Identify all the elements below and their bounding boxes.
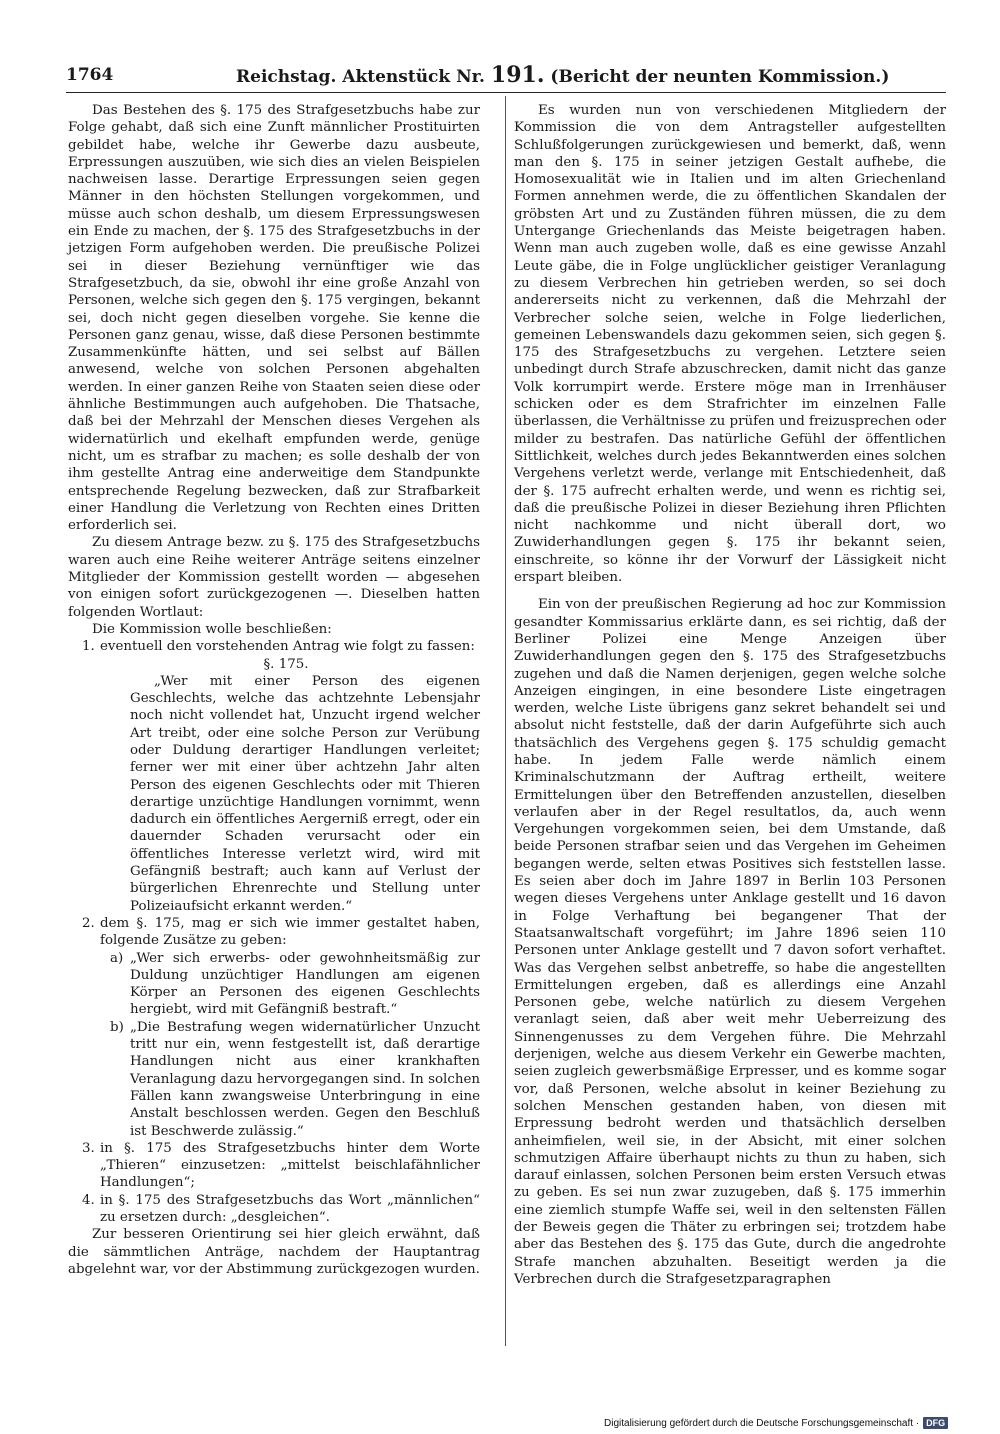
paragraph: Das Bestehen des §. 175 des Strafgesetzbuchs habe zur Folge gehabt, daß sich eine Zunft männlicher Prostituirten gebildet habe, welche ihr Gewerbe dazu ausbeute, Erpressungen auszuüben, wie sich dies an vielen Beispielen nachweisen lasse. Derartige Erpressungen seien gegen Männer in den höchsten Stellungen vorgekommen, und müsse auch schon deshalb, um diesem Erpressungswesen ein Ende zu machen, der §. 175 des Strafgesetzbuchs in der jetzigen Form aufgehoben werden. Die preußische Polizei sei in dieser Beziehung vernünftiger wie das Strafgesetzbuch, da sie, obwohl ihr eine große Anzahl von Personen, welche sich gegen den §. 175 vergingen, bekannt sei, doch nicht gegen dieselben vorgehe. Sie kenne die Personen ganz genau, wisse, daß diese Personen bestimmte Zusammenkünfte hätten, und sei selbst auf Bällen anwesend, welche von solchen Personen abgehalten werden. In einer ganzen Reihe von Staaten seien diese oder ähnliche Bestimmungen auch aufgehoben. Die Thatsache, daß bei der Mehrzahl der Menschen dieses Vergehen als widernatürlich und ekelhaft empfunden werde, genüge nicht, um es strafbar zu machen; es solle deshalb der von ihm gestellte Antrag eine anderweitige dem Standpunkte entsprechende Regelung bezwecken, daß zur Strafbarkeit einer Handlung die Verletzung von Rechten eines Dritten erforderlich sei.	[68, 103, 480, 534]
list-marker: 1.	[82, 639, 95, 655]
list-item	[68, 1192, 480, 1227]
running-head-subtitle: (Bericht der neunten Kommission.)	[544, 67, 890, 87]
paragraph: Es wurden nun von verschiedenen Mitgliedern der Kommission die von dem Antragsteller aufgestellten Schlußfolgerungen zurückgewiesen und bemerkt, daß, wenn man den §. 175 in seiner jetzigen Gestalt aufhebe, die Homosexualität wie in Italien und im alten Griechenland Formen annehmen werde, die zu öffentlichen Skandalen der gröbsten Art und zu Zuständen führen müssen, die zu dem Untergange Griechenlands das Meiste beigetragen haben. Wenn man auch zugeben wolle, daß es eine gewisse Anzahl Leute gäbe, die in Folge unglücklicher geistiger Veranlagung zu diesem Verbrechen hin getrieben werden, so sei doch andererseits nicht zu verkennen, daß die Mehrzahl der Verbrecher solche seien, welche in Folge liederlichen, gemeinen Lebenswandels dazu gekommen seien, sich gegen §. 175 des Strafgesetzbuchs zu vergehen. Letztere seien unbedingt durch Strafe abzuschrecken, damit nicht das ganze Volk korrumpirt werde. Erstere möge man in Irrenhäuser schicken oder es dem Strafrichter im einzelnen Falle überlassen, die Verhältnisse zu prüfen und freizusprechen oder milder zu bestrafen. Das natürliche Gefühl der öffentlichen Sittlichkeit, welches durch jedes Bekanntwerden eines solchen Vergehens verletzt werde, verlange mit Entschiedenheit, daß der §. 175 aufrecht erhalten werde, und wenn es richtig sei, daß die preußische Polizei in dieser Beziehung ihren Pflichten nicht nachkomme und nicht überall dort, wo Zuwiderhandlungen gegen §. 175 ihr bekannt seien, einschreite, so könne ihr der Vorwurf der Lässigkeit nicht erspart bleiben.	[514, 103, 946, 586]
column-divider	[505, 96, 506, 1346]
section-heading: §. 175.	[263, 656, 309, 672]
list-item	[68, 915, 480, 950]
list-marker: 2.	[82, 915, 95, 931]
sub-list-text: „Wer sich erwerbs- oder gewohnheitsmäßig zur Duldung unzüchtiger Handlungen am eigenen Körper an Personen des eigenen Geschlechts hergiebt, wird mit Gefängniß bestraft.“	[130, 950, 480, 1018]
paragraph: Die Kommission wolle beschließen:	[92, 621, 332, 637]
sub-list-marker: a)	[110, 950, 124, 966]
quoted-text: „Wer mit einer Person des eigenen Geschlechts, welche das achtzehnte Lebensjahr noch nicht vollendet hat, Unzucht irgend welcher Art treibt, oder eine solche Person zur Verübung oder Duldung derartiger Handlungen verleitet; ferner wer mit einer über achtzehn Jahr alten Person des eigenen Geschlechts oder mit Thieren derartige unzüchtige Handlungen vornimmt, wenn dadurch ein öffentliches Aergerniß erregt, oder ein dauernder Schaden verursacht oder ein öffentliches Interesse verletzt wird, wird mit Gefängniß bestraft; auch kann auf Verlust der bürgerlichen Ehrenrechte und Stellung unter Polizeiaufsicht erkannt werden.“	[130, 673, 480, 914]
digitization-credit	[604, 1417, 948, 1429]
list-item	[68, 638, 480, 655]
paragraph: Zur besseren Orientirung sei hier gleich erwähnt, daß die sämmtlichen Anträge, nachdem der Hauptantrag abgelehnt war, vor der Abstimmung zurückgezogen wurden.	[68, 1227, 480, 1277]
page-header	[66, 60, 942, 90]
header-rule	[66, 92, 946, 93]
paragraph: Ein von der preußischen Regierung ad hoc zur Kommission gesandter Kommissarius erklärte dann, es sei richtig, daß der Berliner Polizei eine Menge Anzeigen über Zuwiderhandlungen gegen den §. 175 des Strafgesetzbuchs zugehen und daß die Namen derjenigen, gegen welche solche Anzeigen eingingen, in eine besondere Liste eingetragen werden, welche Liste übrigens ganz sekret behandelt sei und absolut nicht feststelle, daß der darin Aufgeführte sich auch thatsächlich des Vergehens gegen §. 175 schuldig gemacht habe. In jedem Falle werde nämlich einem Kriminalschutzmann der Auftrag ertheilt, weitere Ermittelungen über den Betreffenden anzustellen, dieselben verlaufen aber in der Regel resultatlos, da, auch wenn Vergehungen vorgekommen seien, bei dem Umstande, daß beide Personen strafbar seien und das Vergehen im Geheimen begangen werde, selten etwas Positives sich feststellen lasse. Es seien aber doch im Jahre 1897 in Berlin 103 Personen wegen dieses Vergehens unter Anklage gestellt und 16 davon in Folge Verhaftung bei begangener That der Staatsanwaltschaft vorgeführt; im Jahre 1896 seien 110 Personen unter Anklage gestellt und 7 davon sofort verhaftet. Was das Vergehen selbst anbetreffe, so habe die angestellten Ermittelungen ergeben, daß es allerdings eine Anzahl Personen gebe, welche natürlich zu diesem Vergehen veranlagt seien, daß aber weit mehr Ueberreizung des Sinnengenusses zu dem Vergehen führe. Die Mehrzahl derjenigen, welche aus diesem Verkehr ein Gewerbe machten, seien zugleich gewerbsmäßige Erpresser, und es komme sogar vor, daß Personen, welche absolut in keiner Beziehung zu solchen Menschen gestanden haben, von diesen mit Erpressung bedroht werden und thatsächlich derselben anheimfielen, weil sie, in der Absicht, mit einer solchen schmutzigen Affaire überhaupt nichts zu thun zu haben, sich darauf einlassen, solchen Personen beim ersten Versuch etwas zu geben. Es sei nun zwar zuzugeben, daß §. 175 immerhin eine ziemlich stumpfe Waffe sei, weil in den seltensten Fällen der Beweis gegen die Thäter zu erbringen sei; trotzdem habe aber das Bestehen des §. 175 das Gute, durch die angedrohte Strafe manchen abzuhalten. Beseitigt werden ja die Verbrechen durch die Strafgesetzparagraphen	[514, 597, 946, 1287]
sub-list-text: „Die Bestrafung wegen widernatürlicher Unzucht tritt nur ein, wenn festgestellt ist, daß derartige Handlungen nicht aus einer krankhaften Veranlagung dazu hervorgegangen sind. In solchen Fällen kann zwangsweise Unterbringung in eine Anstalt beschlossen werden. Gegen den Beschluß ist Beschwerde zulässig.“	[130, 1019, 480, 1139]
dfg-logo: DFG	[923, 1417, 948, 1429]
list-item-text: dem §. 175, mag er sich wie immer gestaltet haben, folgende Zusätze zu geben:	[100, 915, 480, 949]
sub-list-item	[68, 1019, 480, 1140]
paragraph: Zu diesem Antrage bezw. zu §. 175 des Strafgesetzbuchs waren auch eine Reihe weiterer Anträge seitens einzelner Mitglieder der Kommission gestellt worden — abgesehen von einigen sofort zurückgezogenen —. Dieselben hatten folgenden Wortlaut:	[68, 535, 480, 620]
list-item-text: in §. 175 des Strafgesetzbuchs hinter dem Worte „Thieren“ einzusetzen: „mittelst beischlafähnlicher Handlungen“;	[100, 1140, 480, 1191]
list-marker: 4.	[82, 1192, 95, 1208]
credit-text: Digitalisierung gefördert durch die Deutsche Forschungsgemeinschaft ·	[604, 1418, 920, 1429]
running-head	[236, 60, 889, 92]
list-marker: 3.	[82, 1140, 95, 1156]
document-number: 191.	[490, 62, 545, 88]
running-head-title: Reichstag. Aktenstück Nr.	[236, 67, 491, 87]
page-number: 1764	[66, 65, 114, 85]
left-column	[68, 102, 480, 1278]
list-item	[68, 1140, 480, 1192]
list-item-text: eventuell den vorstehenden Antrag wie folgt zu fassen:	[100, 639, 475, 655]
right-column	[514, 102, 946, 1288]
list-item-text: in §. 175 des Strafgesetzbuchs das Wort „männlichen“ zu ersetzen durch: „desgleichen“.	[100, 1192, 480, 1225]
sub-list-marker: b)	[110, 1019, 124, 1035]
sub-list-item	[68, 950, 480, 1019]
